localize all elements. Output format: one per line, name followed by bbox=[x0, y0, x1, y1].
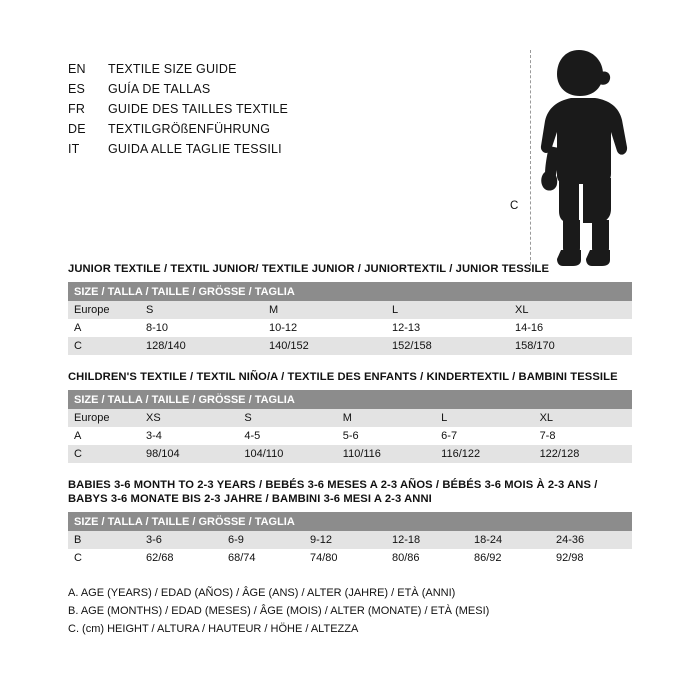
cell: 98/104 bbox=[140, 445, 238, 463]
section-title: JUNIOR TEXTILE / TEXTIL JUNIOR/ TEXTILE JUNIOR / JUNIORTEXTIL / JUNIOR TESSILE bbox=[68, 263, 550, 275]
row-label: Europe bbox=[68, 301, 140, 319]
cell: 10-12 bbox=[263, 319, 386, 337]
cell: 116/122 bbox=[435, 445, 533, 463]
table-row bbox=[68, 531, 632, 549]
cell: L bbox=[435, 409, 533, 427]
table-row bbox=[68, 427, 632, 445]
figure-measure-label: C bbox=[510, 200, 519, 212]
row-label: A bbox=[68, 427, 140, 445]
language-code: ES bbox=[68, 82, 86, 96]
table-header-label: SIZE / TALLA / TAILLE / GRÖSSE / TAGLIA bbox=[68, 512, 632, 531]
language-title: GUIDE DES TAILLES TEXTILE bbox=[108, 102, 289, 116]
section-babies-textile bbox=[68, 478, 632, 567]
cell: 24-36 bbox=[550, 531, 632, 549]
row-label: C bbox=[68, 337, 140, 355]
cell: M bbox=[337, 409, 435, 427]
height-guide-line bbox=[530, 50, 531, 265]
cell: 110/116 bbox=[337, 445, 435, 463]
row-label: A bbox=[68, 319, 140, 337]
section-junior-textile bbox=[68, 262, 632, 355]
language-code: EN bbox=[68, 62, 86, 76]
cell: L bbox=[386, 301, 509, 319]
cell: 7-8 bbox=[534, 427, 632, 445]
cell: 74/80 bbox=[304, 549, 386, 567]
cell: 68/74 bbox=[222, 549, 304, 567]
language-title: TEXTILE SIZE GUIDE bbox=[108, 62, 237, 76]
language-code: IT bbox=[68, 142, 80, 156]
cell: 92/98 bbox=[550, 549, 632, 567]
language-row bbox=[68, 142, 398, 162]
table-header-row bbox=[68, 390, 632, 409]
cell: 5-6 bbox=[337, 427, 435, 445]
table-row bbox=[68, 319, 632, 337]
language-row bbox=[68, 122, 398, 142]
table-header-row bbox=[68, 512, 632, 531]
table-header-label: SIZE / TALLA / TAILLE / GRÖSSE / TAGLIA bbox=[68, 282, 632, 301]
cell: XS bbox=[140, 409, 238, 427]
cell: 104/110 bbox=[238, 445, 336, 463]
cell: S bbox=[238, 409, 336, 427]
cell: 12-18 bbox=[386, 531, 468, 549]
row-label: Europe bbox=[68, 409, 140, 427]
section-children-textile bbox=[68, 370, 632, 463]
cell: 14-16 bbox=[509, 319, 632, 337]
row-label: C bbox=[68, 445, 140, 463]
cell: 9-12 bbox=[304, 531, 386, 549]
language-code: FR bbox=[68, 102, 86, 116]
language-code: DE bbox=[68, 122, 86, 136]
legend-line-a: A. AGE (YEARS) / EDAD (AÑOS) / ÂGE (ANS) / ALTER (JAHRE) / ETÀ (ANNI) bbox=[68, 587, 456, 599]
table-row bbox=[68, 301, 632, 319]
table-row bbox=[68, 337, 632, 355]
cell: 158/170 bbox=[509, 337, 632, 355]
cell: 3-6 bbox=[140, 531, 222, 549]
language-row bbox=[68, 102, 398, 122]
babies-size-table bbox=[68, 512, 632, 567]
cell: 8-10 bbox=[140, 319, 263, 337]
height-measure-figure bbox=[470, 40, 670, 270]
cell: 4-5 bbox=[238, 427, 336, 445]
cell: M bbox=[263, 301, 386, 319]
cell: S bbox=[140, 301, 263, 319]
table-header-row bbox=[68, 282, 632, 301]
cell: 3-4 bbox=[140, 427, 238, 445]
language-title: GUIDA ALLE TAGLIE TESSILI bbox=[108, 142, 282, 156]
legend-block bbox=[68, 584, 628, 638]
children-size-table bbox=[68, 390, 632, 463]
language-row bbox=[68, 62, 398, 82]
table-header-label: SIZE / TALLA / TAILLE / GRÖSSE / TAGLIA bbox=[68, 390, 632, 409]
cell: 122/128 bbox=[534, 445, 632, 463]
cell: 12-13 bbox=[386, 319, 509, 337]
junior-size-table bbox=[68, 282, 632, 355]
child-silhouette-icon bbox=[535, 48, 655, 268]
language-row bbox=[68, 82, 398, 102]
table-row bbox=[68, 409, 632, 427]
cell: 18-24 bbox=[468, 531, 550, 549]
language-title: GUÍA DE TALLAS bbox=[108, 82, 211, 96]
cell: XL bbox=[534, 409, 632, 427]
cell: 6-9 bbox=[222, 531, 304, 549]
cell: 152/158 bbox=[386, 337, 509, 355]
cell: 86/92 bbox=[468, 549, 550, 567]
cell: 62/68 bbox=[140, 549, 222, 567]
row-label: B bbox=[68, 531, 140, 549]
cell: 6-7 bbox=[435, 427, 533, 445]
table-row bbox=[68, 549, 632, 567]
section-title: CHILDREN'S TEXTILE / TEXTIL NIÑO/A / TEXTILE DES ENFANTS / KINDERTEXTIL / BAMBINI TESSILE bbox=[68, 371, 618, 383]
cell: XL bbox=[509, 301, 632, 319]
language-title-list bbox=[68, 62, 398, 162]
legend-line-b: B. AGE (MONTHS) / EDAD (MESES) / ÂGE (MOIS) / ALTER (MONATE) / ETÀ (MESI) bbox=[68, 605, 490, 617]
cell: 128/140 bbox=[140, 337, 263, 355]
row-label: C bbox=[68, 549, 140, 567]
language-title: TEXTILGRÖßENFÜHRUNG bbox=[108, 122, 271, 136]
table-row bbox=[68, 445, 632, 463]
legend-line-c: C. (cm) HEIGHT / ALTURA / HAUTEUR / HÖHE / ALTEZZA bbox=[68, 623, 359, 635]
cell: 80/86 bbox=[386, 549, 468, 567]
section-title: BABIES 3-6 MONTH TO 2-3 YEARS / BEBÉS 3-6 MESES A 2-3 AÑOS / BÉBÉS 3-6 MOIS À 2-3 ANS / BABYS 3-6 MONATE BIS 2-3 JAHRE / BAMBINI 3-6 MESI A 2-3 ANNI bbox=[68, 479, 598, 505]
cell: 140/152 bbox=[263, 337, 386, 355]
